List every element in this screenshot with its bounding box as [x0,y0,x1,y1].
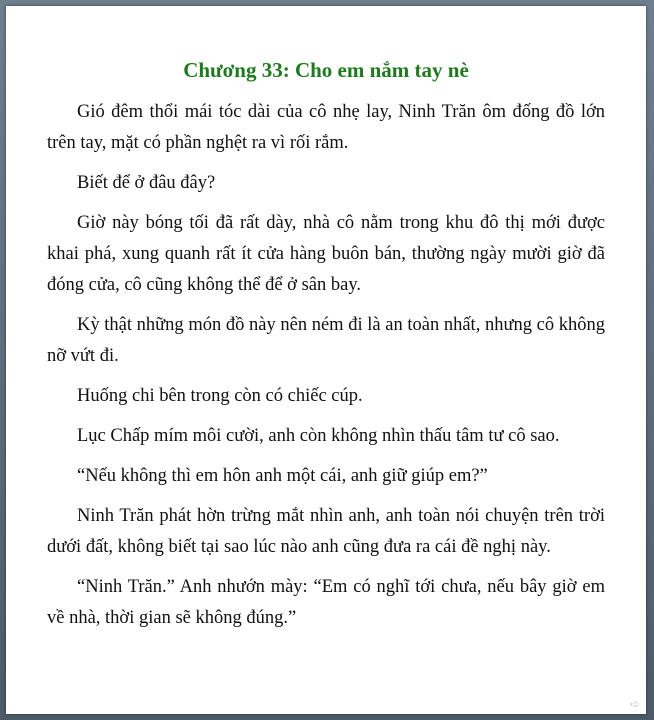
paragraph: Kỳ thật những món đồ này nên ném đi là an toàn nhất, nhưng cô không nỡ vứt đi. [47,315,605,366]
paragraph: Lục Chấp mím môi cười, anh còn không nhìn thấu tâm tư cô sao. [77,426,560,446]
arrow-right-icon[interactable]: ➪ [629,697,641,711]
paragraph: Gió đêm thổi mái tóc dài của cô nhẹ lay, Ninh Trăn ôm đống đồ lớn trên tay, mặt có phần nghệt ra vì rối rắm. [47,102,605,153]
chapter-title: Chương 33: Cho em nắm tay nè [183,58,469,82]
paragraph: Biết để ở đâu đây? [77,173,216,193]
paragraph: “Nếu không thì em hôn anh một cái, anh giữ giúp em?” [77,466,488,486]
paragraph: Giờ này bóng tối đã rất dày, nhà cô nằm trong khu đô thị mới được khai phá, xung quanh rất ít cửa hàng buôn bán, thường ngày mười giờ đã đóng cửa, cô cũng không thể để ở sân bay. [47,213,605,295]
chapter-body [47,97,605,643]
paragraph: Huống chi bên trong còn có chiếc cúp. [77,386,363,406]
document-page [6,6,646,714]
paragraph: Ninh Trăn phát hờn trừng mắt nhìn anh, anh toàn nói chuyện trên trời dưới đất, không biết tại sao lúc nào anh cũng đưa ra cái đề nghị này. [47,506,605,557]
paragraph: “Ninh Trăn.” Anh nhướn mày: “Em có nghĩ tới chưa, nếu bây giờ em về nhà, thời gian sẽ không đúng.” [47,577,605,628]
